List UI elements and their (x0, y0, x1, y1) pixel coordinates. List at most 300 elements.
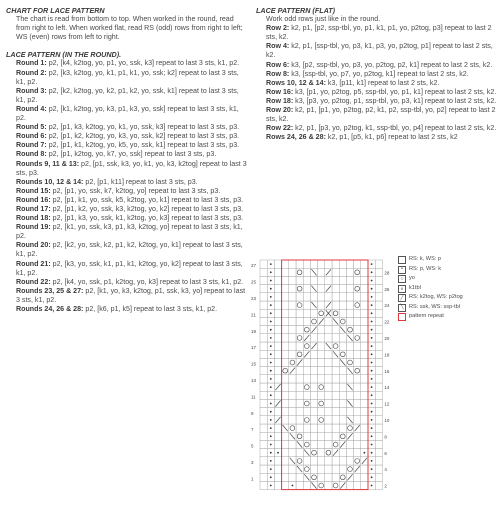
chart-cell (303, 285, 310, 293)
row-text: p2, [k4, k2tog, yo, p1, yo, ssk, k3] repeat to last 3 sts, k1, p2. (46, 59, 240, 68)
chart-cell (318, 276, 325, 284)
legend-item (398, 304, 502, 312)
instruction-row (6, 178, 249, 187)
chart-cell (289, 399, 296, 407)
chart-cell (303, 276, 310, 284)
chart-cell (339, 457, 346, 465)
chart-cell (325, 408, 332, 416)
chart-cell (375, 309, 382, 317)
chart-cell (339, 391, 346, 399)
chart-cell (282, 350, 289, 358)
purl-dot-mark (371, 403, 373, 405)
purl-dot-mark (371, 476, 373, 478)
lace-chart-grid (250, 256, 402, 499)
chart-cell (282, 391, 289, 399)
chart-cell (274, 408, 281, 416)
chart-cell (346, 301, 353, 309)
chart-cell (260, 473, 267, 481)
chart-cell (274, 350, 281, 358)
chart-cell (354, 383, 361, 391)
chart-cell (354, 481, 361, 489)
chart-cell (332, 465, 339, 473)
chart-cell (325, 399, 332, 407)
chart-cell (318, 268, 325, 276)
row-label: Row 16: (266, 87, 294, 96)
chart-cell (375, 326, 382, 334)
chart-cell (332, 399, 339, 407)
purl-dot-mark (371, 353, 373, 355)
chart-cell (274, 268, 281, 276)
legend-label: RS: p, WS: k (409, 265, 442, 272)
chart-cell (289, 268, 296, 276)
purl-dot-mark (371, 468, 373, 470)
chart-cell (325, 293, 332, 301)
chart-cell (310, 358, 317, 366)
chart-cell (303, 391, 310, 399)
row-number-right: 26 (384, 286, 390, 292)
chart-cell (325, 465, 332, 473)
chart-cell (260, 432, 267, 440)
chart-cell (332, 432, 339, 440)
chart-cell (289, 440, 296, 448)
chart-cell (310, 260, 317, 268)
legend-label: RS: k2tog, WS: p2tog (409, 294, 463, 300)
instruction-row (6, 305, 249, 314)
chart-cell (310, 416, 317, 424)
chart-cell (289, 334, 296, 342)
chart-cell (332, 293, 339, 301)
chart-cell (289, 293, 296, 301)
chart-cell (375, 293, 382, 301)
chart-cell (346, 408, 353, 416)
row-number-right: 28 (384, 270, 390, 276)
row-label: Rounds 24, 26 & 28: (16, 305, 84, 313)
row-label: Round 8: (16, 150, 47, 159)
chart-cell (289, 408, 296, 416)
purl-dot-mark (371, 337, 373, 339)
chart-cell (289, 465, 296, 473)
chart-cell (289, 342, 296, 350)
chart-cell (325, 473, 332, 481)
round-instructions (6, 59, 249, 314)
chart-cell (361, 481, 368, 489)
chart-cell (289, 260, 296, 268)
purl-dot-mark (371, 427, 373, 429)
chart-cell (332, 375, 339, 383)
chart-cell (310, 424, 317, 432)
chart-cell (375, 465, 382, 473)
instruction-row (6, 160, 249, 178)
row-text: p2, [p1, k1, yo, ssk, k5, k2tog, yo, k1] repeat to last 3 sts, p3. (50, 195, 244, 204)
chart-cell (303, 260, 310, 268)
chart-cell (361, 285, 368, 293)
row-number-right: 22 (384, 319, 390, 325)
chart-cell (310, 293, 317, 301)
chart-cell (289, 375, 296, 383)
row-label: Row 8: (266, 69, 290, 78)
row-text: p2, [k1, yo, ssk, k3, p1, k3, k2tog, yo] repeat to last 3 sts, k1, p2. (16, 223, 243, 241)
chart-cell (375, 285, 382, 293)
chart-cell (346, 391, 353, 399)
purl-dot: • (398, 266, 406, 274)
chart-cell (325, 375, 332, 383)
legend-item (398, 313, 502, 321)
purl-dot-mark (270, 403, 272, 405)
chart-cell (375, 449, 382, 457)
chart-cell (346, 449, 353, 457)
chart-cell (282, 449, 289, 457)
row-text: p2, [k1, k2tog, yo, k3, p1, k3, yo, ssk] repeat to last 3 sts, k1, p2. (16, 104, 239, 123)
chart-cell (354, 350, 361, 358)
chart-cell (354, 432, 361, 440)
row-text: k3, [p11, k1] repeat to last 2 sts, k2. (325, 78, 440, 87)
chart-cell (310, 276, 317, 284)
row-number-right: 20 (384, 336, 390, 341)
row-text: p2, [k4, yo, ssk, p1, k2tog, yo, k3] repeat to last 3 sts, k1, p2. (50, 277, 244, 286)
chart-cell (260, 465, 267, 473)
chart-cell (354, 293, 361, 301)
chart-cell (303, 317, 310, 325)
chart-cell (260, 342, 267, 350)
purl-dot-mark (371, 321, 373, 323)
row-text: k2, p1, [p1, yo, p2tog, p2, k1, p2, ssp-tbl, yo, p2] repeat to last 2 sts, k2. (266, 106, 496, 124)
purl-dot-mark (371, 444, 373, 446)
chart-cell (325, 334, 332, 342)
instruction-row (6, 205, 249, 214)
chart-cell (260, 424, 267, 432)
chart-cell (296, 260, 303, 268)
legend-item (398, 256, 502, 264)
purl-dot-mark (371, 345, 373, 347)
instruction-row (256, 106, 500, 124)
instruction-row (256, 79, 500, 88)
chart-cell (303, 367, 310, 375)
chart-cell (289, 309, 296, 317)
chart-cell (260, 449, 267, 457)
chart-cell (375, 432, 382, 440)
purl-dot-mark (371, 312, 373, 314)
chart-cell (361, 375, 368, 383)
chart-cell (310, 457, 317, 465)
legend-label: yo (409, 275, 415, 281)
chart-cell (260, 350, 267, 358)
chart-cell (375, 358, 382, 366)
chart-cell (289, 449, 296, 457)
chart-cell (339, 276, 346, 284)
chart-cell (375, 399, 382, 407)
chart-cell (339, 309, 346, 317)
row-text: p2, [p1, k2tog, yo, k7, yo, ssk] repeat to last 3 sts, p3. (46, 150, 217, 159)
chart-cell (361, 432, 368, 440)
chart-cell (260, 375, 267, 383)
chart-cell (346, 276, 353, 284)
instruction-row (6, 260, 249, 278)
chart-cell (303, 432, 310, 440)
purl-dot-mark (270, 476, 272, 478)
purl-dot-mark (270, 304, 272, 306)
chart-cell (260, 416, 267, 424)
legend-item (398, 275, 502, 283)
chart-cell (361, 350, 368, 358)
chart-cell (318, 334, 325, 342)
chart-cell (274, 465, 281, 473)
legend-item (398, 285, 502, 293)
chart-cell (354, 391, 361, 399)
chart-cell (354, 399, 361, 407)
row-text: p2, [p1, yo, ssk, k7, k2tog, yo] repeat to last 3 sts, p3. (50, 186, 221, 195)
chart-cell (325, 424, 332, 432)
instruction-row (6, 278, 249, 287)
chart-cell (361, 309, 368, 317)
purl-dot-mark (371, 370, 373, 372)
row-text: p2, [k1, yo, k3, k2tog, p1, ssk, k3, yo] repeat to last 3 sts, k1, p2. (16, 286, 246, 304)
chart-cell (361, 317, 368, 325)
row-label: Row 6: (266, 60, 290, 69)
chart-cell (361, 391, 368, 399)
chart-cell (375, 457, 382, 465)
chart-cell (310, 432, 317, 440)
chart-cell (318, 424, 325, 432)
row-text: p2, [k6, p1, k5] repeat to last 3 sts, k1, p2. (83, 305, 218, 313)
chart-cell (354, 440, 361, 448)
purl-dot-mark (270, 353, 272, 355)
purl-dot-mark (270, 468, 272, 470)
chart-cell (274, 481, 281, 489)
chart-cell (325, 416, 332, 424)
purl-dot-mark (270, 288, 272, 290)
chart-cell (318, 285, 325, 293)
chart-cell (296, 383, 303, 391)
chart-cell (289, 276, 296, 284)
flat-instructions (256, 24, 500, 142)
row-label: Round 19: (16, 223, 51, 232)
chart-cell (289, 391, 296, 399)
chart-cell (274, 367, 281, 375)
purl-dot-mark (371, 435, 373, 437)
chart-cell (282, 309, 289, 317)
chart-cell (260, 334, 267, 342)
instruction-row (6, 187, 249, 196)
chart-cell (296, 375, 303, 383)
chart-cell (361, 326, 368, 334)
chart-cell (332, 326, 339, 334)
chart-cell (296, 342, 303, 350)
purl-dot-mark (270, 312, 272, 314)
row-text: p2, [p1, k2, k2tog, yo, k3, yo, ssk, k2] repeat to last 3 sts, p3. (46, 132, 240, 141)
chart-cell (332, 457, 339, 465)
chart-cell (318, 350, 325, 358)
chart-cell (289, 326, 296, 334)
purl-dot-mark (270, 263, 272, 265)
instruction-row (6, 196, 249, 205)
chart-cell (282, 440, 289, 448)
chart-cell (325, 358, 332, 366)
chart-cell (289, 473, 296, 481)
instruction-row (6, 123, 249, 132)
chart-cell (303, 375, 310, 383)
chart-cell (332, 424, 339, 432)
chart-cell (339, 424, 346, 432)
instruction-row (6, 87, 249, 105)
chart-cell (318, 260, 325, 268)
chart-cell (318, 473, 325, 481)
right-column (256, 6, 500, 142)
yo-circle: ○ (398, 275, 406, 283)
purl-dot-mark (371, 288, 373, 290)
chart-cell (274, 440, 281, 448)
row-label: Rounds 23, 25 & 27: (16, 286, 84, 295)
purl-dot-mark (270, 337, 272, 339)
chart-cell (318, 465, 325, 473)
chart-cell (296, 309, 303, 317)
chart-cell (325, 391, 332, 399)
chart-cell (260, 260, 267, 268)
chart-intro: The chart is read from bottom to top. When worked in the round, read from right to left. When worked flat, read RS (odd) rows from right to left; WS (even) rows from left to right. (16, 15, 243, 42)
purl-dot-mark (270, 280, 272, 282)
chart-cell (318, 391, 325, 399)
chart-cell (361, 358, 368, 366)
chart-cell (339, 268, 346, 276)
row-number-right: 8 (384, 434, 387, 440)
chart-heading: CHART FOR LACE PATTERN (6, 6, 105, 15)
row-label: Rounds 10, 12 & 14: (16, 177, 84, 186)
chart-cell (354, 449, 361, 457)
row-text: k2, p1, [ssp-tbl, yo, p3, k1, p3, yo, p2tog, p1] repeat to last 2 sts, k2. (266, 42, 493, 60)
chart-cell (375, 260, 382, 268)
chart-cell (318, 358, 325, 366)
chart-cell (318, 293, 325, 301)
chart-cell (274, 391, 281, 399)
chart-cell (260, 481, 267, 489)
chart-cell (339, 342, 346, 350)
chart-cell (332, 358, 339, 366)
chart-cell (289, 350, 296, 358)
row-number-right: 16 (384, 368, 390, 374)
chart-cell (282, 260, 289, 268)
chart-cell (303, 268, 310, 276)
chart-cell (354, 416, 361, 424)
chart-cell (260, 293, 267, 301)
chart-cell (375, 473, 382, 481)
chart-cell (346, 317, 353, 325)
row-number-left: 23 (251, 296, 257, 301)
instruction-row (256, 97, 500, 106)
row-number-right: 18 (384, 352, 390, 358)
chart-cell (361, 440, 368, 448)
instruction-row (256, 88, 500, 97)
chart-cell (325, 326, 332, 334)
chart-cell (339, 465, 346, 473)
purl-dot-mark (270, 296, 272, 298)
row-number-right: 24 (384, 303, 390, 309)
purl-dot-mark (270, 460, 272, 462)
chart-cell (289, 285, 296, 293)
chart-cell (303, 424, 310, 432)
chart-cell (296, 293, 303, 301)
chart-cell (310, 391, 317, 399)
round-pattern-heading: LACE PATTERN (IN THE ROUND). (6, 50, 122, 60)
chart-cell (303, 358, 310, 366)
chart-cell (354, 276, 361, 284)
chart-cell (282, 342, 289, 350)
chart-cell (346, 375, 353, 383)
purl-dot-mark (270, 485, 272, 487)
k2tog-slash: ╱ (398, 294, 406, 302)
chart-cell (282, 326, 289, 334)
chart-cell (274, 293, 281, 301)
chart-cell (260, 309, 267, 317)
chart-cell (332, 367, 339, 375)
row-label: Rows 24, 26 & 28: (266, 133, 326, 142)
row-text: p2, [p1, k1, k2tog, yo, k5, yo, ssk, k1] repeat to last 3 sts, p3. (46, 141, 240, 150)
chart-cell (354, 473, 361, 481)
chart-cell (361, 301, 368, 309)
chart-cell (282, 457, 289, 465)
chart-cell (260, 285, 267, 293)
purl-dot-mark (371, 296, 373, 298)
row-label: Round 15: (16, 186, 51, 195)
purl-dot-mark (371, 419, 373, 421)
purl-dot-mark (270, 419, 272, 421)
chart-cell (318, 301, 325, 309)
instruction-row (6, 141, 249, 150)
chart-cell (339, 408, 346, 416)
row-label: Round 18: (16, 214, 51, 223)
chart-cell (346, 285, 353, 293)
row-label: Row 2: (266, 24, 290, 33)
instruction-row (6, 241, 249, 259)
row-label: Round 4: (16, 104, 47, 113)
row-number-left: 1 (251, 476, 254, 482)
chart-cell (260, 268, 267, 276)
chart-cell (260, 317, 267, 325)
chart-cell (282, 334, 289, 342)
chart-cell (282, 285, 289, 293)
row-label: Round 20: (16, 241, 51, 250)
instruction-row (256, 24, 500, 42)
instruction-row (6, 223, 249, 241)
chart-cell (325, 260, 332, 268)
chart-cell (325, 457, 332, 465)
purl-dot-mark (270, 362, 272, 364)
row-label: Round 6: (16, 132, 47, 141)
chart-cell (282, 481, 289, 489)
chart-cell (260, 383, 267, 391)
chart-cell (346, 293, 353, 301)
purl-dot-mark (270, 321, 272, 323)
repeat-box (398, 313, 406, 321)
row-number-left: 17 (251, 345, 257, 351)
chart-cell (332, 473, 339, 481)
chart-cell (289, 383, 296, 391)
chart-cell (346, 457, 353, 465)
row-label: Rows 10, 12 & 14: (266, 78, 326, 87)
purl-dot-mark (371, 394, 373, 396)
instruction-row (256, 133, 500, 142)
chart-cell (339, 260, 346, 268)
chart-cell (282, 416, 289, 424)
row-number-right: 6 (384, 450, 387, 456)
chart-cell (296, 408, 303, 416)
chart-cell (375, 416, 382, 424)
purl-dot-mark (371, 378, 373, 380)
purl-dot-mark (270, 271, 272, 273)
flat-pattern-heading: LACE PATTERN (FLAT) (256, 6, 336, 15)
chart-cell (296, 317, 303, 325)
row-text: p2, [p1, k11] repeat to last 3 sts, p3. (83, 177, 198, 186)
legend-label: pattern repeat (409, 313, 444, 319)
legend-label: RS: ssk, WS: ssp-tbl (409, 303, 460, 310)
